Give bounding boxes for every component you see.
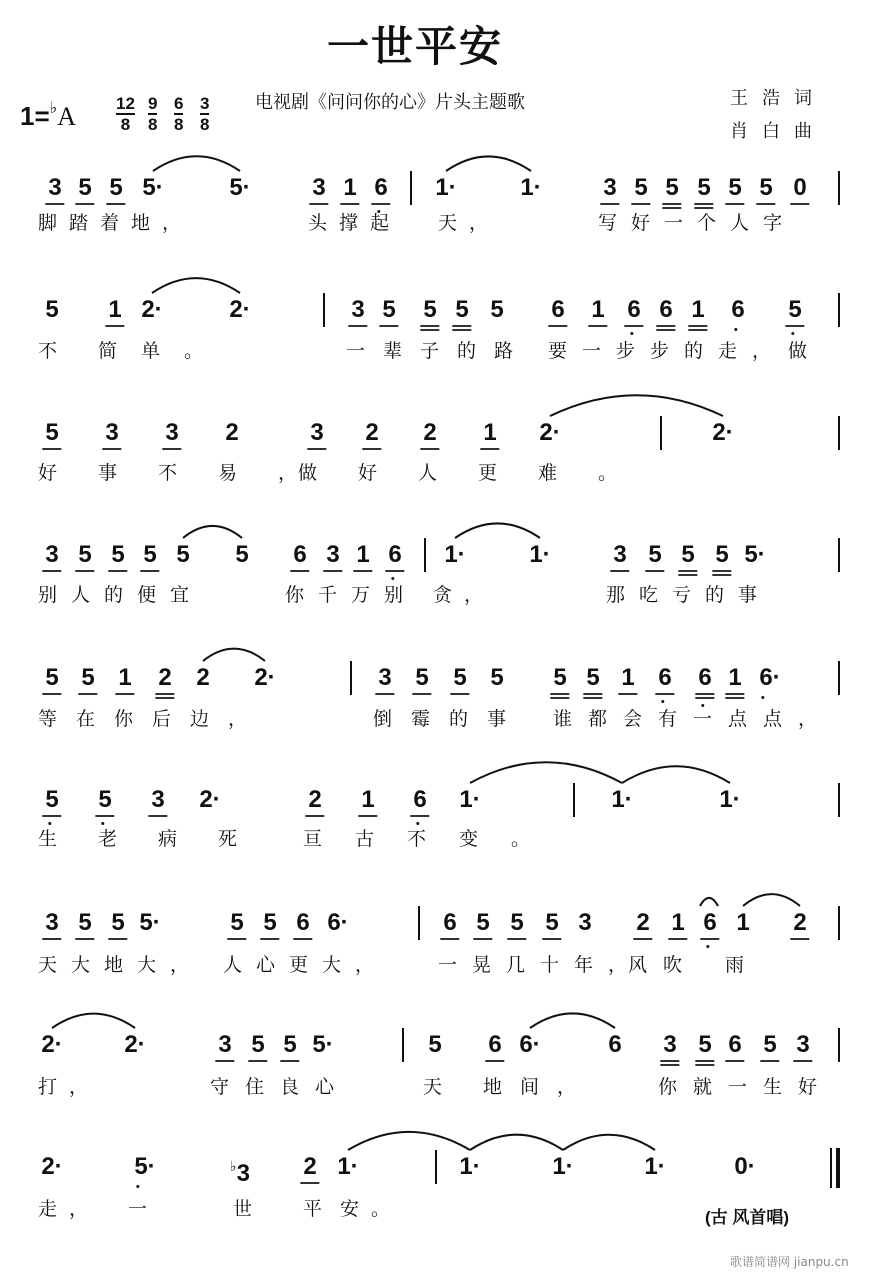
lyric-phrase: 天， — [438, 212, 501, 234]
note-digit: 6 — [731, 296, 745, 323]
note-digit: 5 — [788, 296, 802, 323]
lyric-phrase: 世 — [233, 1198, 265, 1220]
note-digit: 2· — [41, 1031, 63, 1058]
lyric-phrase: 等在你后边， — [38, 708, 267, 730]
note-digit: 5· — [744, 541, 766, 568]
note-digit: 2 — [793, 909, 807, 936]
note-digit: 5 — [78, 909, 92, 936]
lyric-phrase: 那吃亏的事 — [606, 584, 772, 606]
note-digit: 1 — [356, 541, 370, 568]
lyric-phrase: 平 — [303, 1198, 335, 1220]
note-digit: 3 — [796, 1031, 810, 1058]
note-digit: 5· — [139, 909, 161, 936]
note-digit: 6 — [627, 296, 641, 323]
note-digit: 6 — [488, 1031, 502, 1058]
ts-numerator: 9 — [148, 94, 158, 113]
note-digit: 5 — [648, 541, 662, 568]
note-digit: 3 — [45, 909, 59, 936]
note-digit: 3 — [48, 174, 62, 201]
note-digit: 5 — [553, 664, 567, 691]
note-digit: 1 — [108, 296, 122, 323]
key-prefix: 1= — [20, 101, 50, 131]
note-digit: 5 — [490, 296, 504, 323]
flat-sign: ♭ — [230, 1159, 237, 1175]
slur-arc — [563, 1135, 655, 1150]
note-digit: 5· — [142, 174, 164, 201]
note-digit: 3 — [310, 419, 324, 446]
slur-arc — [700, 898, 718, 906]
note-digit: 5· — [229, 174, 251, 201]
note-digit: 5 — [697, 174, 711, 201]
lyric-phrase: 倒霉的事 — [373, 708, 526, 730]
note-digit: 2 — [225, 419, 239, 446]
ts-denominator: 8 — [200, 115, 210, 134]
lyric-phrase: 走， — [38, 1198, 101, 1220]
subtitle: 电视剧《问问你的心》片头主题歌 — [255, 92, 525, 113]
note-digit: 5 — [681, 541, 695, 568]
note-digit: 0· — [734, 1153, 756, 1180]
note-digit: 3 — [663, 1031, 677, 1058]
performer-credit: (古 风首唱) — [705, 1208, 790, 1227]
note-digit: 1· — [459, 1153, 481, 1180]
lyric-phrase: 脚踏着地， — [38, 212, 194, 234]
watermark: 歌谱简谱网 jianpu.cn — [730, 1255, 849, 1269]
note-digit: 5 — [453, 664, 467, 691]
lyric-phrase: 做 — [788, 340, 820, 362]
lyric-phrase: 不 — [38, 340, 70, 362]
lyric-phrase: 谁都会有一点点， — [553, 708, 834, 730]
lyric-phrase: 头撑起 — [308, 212, 402, 234]
note-digit: 1 — [361, 786, 375, 813]
lyric-phrase: 一晃几十年， — [438, 954, 643, 976]
note-digit: 5 — [490, 664, 504, 691]
note-digit: 6 — [658, 664, 672, 691]
note-digit: 5 — [143, 541, 157, 568]
note-digit: 5 — [283, 1031, 297, 1058]
note-digit: 5 — [382, 296, 396, 323]
note-digit: 5 — [586, 664, 600, 691]
note-digit: 6 — [374, 174, 388, 201]
lyric-phrase: 人心更大， — [223, 954, 389, 976]
lyric-phrase: 你就一生好 — [658, 1076, 834, 1098]
note-digit: 6 — [413, 786, 427, 813]
lyric-phrase: 贪， — [433, 584, 496, 606]
note-digit: 6 — [388, 541, 402, 568]
note-digit: 5 — [78, 541, 92, 568]
note-digit: 1· — [644, 1153, 666, 1180]
note-digit: 5 — [111, 909, 125, 936]
note-digit: 5 — [423, 296, 437, 323]
note-digit: 2· — [141, 296, 163, 323]
note-digit: 3 — [351, 296, 365, 323]
lyricist-credit: 王浩词 — [730, 88, 826, 109]
note-digit: 6 — [703, 909, 717, 936]
note-digit: 5· — [312, 1031, 334, 1058]
note-digit: 6· — [759, 664, 781, 691]
note-digit: 6 — [293, 541, 307, 568]
note-digit: 1· — [520, 174, 542, 201]
note-digit: 2· — [712, 419, 734, 446]
note-digit: 5 — [759, 174, 773, 201]
note-digit: 5 — [698, 1031, 712, 1058]
note-digit: 2 — [158, 664, 172, 691]
slur-arc — [743, 894, 800, 906]
note-digit: 6· — [327, 909, 349, 936]
note-digit: 1 — [621, 664, 635, 691]
note-digit: 2 — [365, 419, 379, 446]
note-digit: 5 — [763, 1031, 777, 1058]
note-digit: 5 — [251, 1031, 265, 1058]
note-digit: 5 — [45, 419, 59, 446]
note-digit: 3 — [105, 419, 119, 446]
note-digit: 1· — [719, 786, 741, 813]
lyric-phrase: 一 — [128, 1198, 160, 1220]
note-digit: 1· — [552, 1153, 574, 1180]
note-digit: 1 — [118, 664, 132, 691]
lyric-phrase: 风吹 — [628, 954, 699, 976]
note-digit: 3 — [151, 786, 165, 813]
note-digit: 3 — [312, 174, 326, 201]
note-digit: 1· — [444, 541, 466, 568]
note-digit: 3 — [165, 419, 179, 446]
note-digit: 1· — [611, 786, 633, 813]
note-digit: 6 — [608, 1031, 622, 1058]
note-digit: 2· — [229, 296, 251, 323]
slur-arc — [203, 649, 265, 661]
ts-numerator: 12 — [116, 94, 135, 113]
slur-arc — [52, 1014, 135, 1028]
note-digit: 2· — [539, 419, 561, 446]
lyric-phrase: 地间， — [483, 1076, 595, 1098]
note-digit: 2 — [423, 419, 437, 446]
composer-credit: 肖白曲 — [730, 121, 826, 142]
note-digit: 2 — [196, 664, 210, 691]
note-digit: 3 — [326, 541, 340, 568]
note-digit: 5 — [45, 786, 59, 813]
note-digit: 5 — [728, 174, 742, 201]
lyric-phrase: 一辈子的路 — [346, 340, 532, 362]
note-digit: 3 — [236, 1160, 250, 1187]
note-digit: 2· — [254, 664, 276, 691]
lyric-phrase: 你千万别 — [285, 584, 418, 606]
lyric-phrase: 天大地大， — [38, 954, 204, 976]
note-digit: 3 — [378, 664, 392, 691]
note-digit: 6 — [551, 296, 565, 323]
note-digit: 5 — [665, 174, 679, 201]
lyric-phrase: 好事不易， — [38, 462, 339, 484]
note-digit: 5 — [476, 909, 490, 936]
ts-denominator: 8 — [148, 115, 158, 134]
note-digit: 3 — [45, 541, 59, 568]
song-title: 一世平安 — [326, 22, 503, 71]
ts-denominator: 8 — [174, 115, 184, 134]
note-digit: 6 — [728, 1031, 742, 1058]
ts-numerator: 3 — [200, 94, 210, 113]
slur-arc — [152, 278, 240, 293]
slur-arc — [470, 762, 622, 783]
flat-sign: ♭ — [49, 98, 58, 117]
note-digit: 1 — [671, 909, 685, 936]
note-digit: 5 — [415, 664, 429, 691]
note-digit: 2· — [199, 786, 221, 813]
note-digit: 5 — [455, 296, 469, 323]
note-digit: 1· — [435, 174, 457, 201]
note-digit: 0 — [793, 174, 807, 201]
lyric-phrase: 写好一个人字 — [598, 212, 797, 234]
note-digit: 2· — [41, 1153, 63, 1180]
note-digit: 1 — [483, 419, 497, 446]
lyric-phrase: 简单。 — [98, 340, 228, 362]
note-digit: 6· — [519, 1031, 541, 1058]
note-digit: 5 — [263, 909, 277, 936]
note-digit: 1· — [529, 541, 551, 568]
note-digit: 3 — [578, 909, 592, 936]
note-digit: 5 — [715, 541, 729, 568]
note-digit: 5 — [45, 296, 59, 323]
slur-arc — [622, 766, 730, 783]
note-digit: 5 — [109, 174, 123, 201]
slur-arc — [550, 395, 723, 416]
lyric-phrase: 要一步步的走， — [548, 340, 787, 362]
note-digit: 6 — [443, 909, 457, 936]
note-digit: 5 — [428, 1031, 442, 1058]
note-digit: 1 — [728, 664, 742, 691]
lyric-phrase: 生老病死 — [38, 828, 279, 850]
lyric-phrase: 做好人更难。 — [298, 462, 659, 484]
lyric-phrase: 安。 — [340, 1198, 403, 1220]
note-digit: 2 — [303, 1153, 317, 1180]
note-digit: 2 — [636, 909, 650, 936]
note-digit: 5 — [510, 909, 524, 936]
note-digit: 1· — [459, 786, 481, 813]
lyric-phrase: 守住良心 — [210, 1076, 351, 1098]
note-digit: 2 — [308, 786, 322, 813]
note-digit: 5 — [634, 174, 648, 201]
note-digit: 3 — [603, 174, 617, 201]
note-digit: 6 — [296, 909, 310, 936]
note-digit: 5 — [81, 664, 95, 691]
note-digit: 5 — [235, 541, 249, 568]
ts-numerator: 6 — [174, 94, 184, 113]
note-digit: 5 — [78, 174, 92, 201]
slur-arc — [446, 156, 531, 171]
lyric-phrase: 雨 — [725, 954, 757, 976]
slur-arc — [530, 1013, 615, 1028]
lyric-phrase: 亘古不变。 — [303, 828, 564, 850]
slur-arc — [455, 523, 540, 538]
key-note: A — [57, 102, 76, 131]
slur-arc — [470, 1135, 563, 1150]
note-digit: 6 — [659, 296, 673, 323]
note-digit: 1 — [736, 909, 750, 936]
slur-arc — [183, 526, 242, 538]
lyric-phrase: 天 — [423, 1076, 455, 1098]
note-digit: 5· — [134, 1153, 156, 1180]
lyric-phrase: 打， — [38, 1076, 101, 1098]
slur-arc — [348, 1132, 470, 1150]
note-digit: 5 — [98, 786, 112, 813]
note-digit: 3 — [613, 541, 627, 568]
note-digit: 6 — [698, 664, 712, 691]
note-digit: 5 — [545, 909, 559, 936]
note-digit: 1 — [691, 296, 705, 323]
note-digit: 1· — [337, 1153, 359, 1180]
slur-arc — [153, 156, 240, 171]
lyric-phrase: 别人的便宜 — [38, 584, 204, 606]
note-digit: 5 — [230, 909, 244, 936]
note-digit: 1 — [591, 296, 605, 323]
note-digit: 5 — [45, 664, 59, 691]
note-digit: 2· — [124, 1031, 146, 1058]
ts-denominator: 8 — [120, 115, 131, 134]
note-digit: 3 — [218, 1031, 232, 1058]
note-digit: 5 — [111, 541, 125, 568]
note-digit: 5 — [176, 541, 190, 568]
note-digit: 1 — [343, 174, 357, 201]
